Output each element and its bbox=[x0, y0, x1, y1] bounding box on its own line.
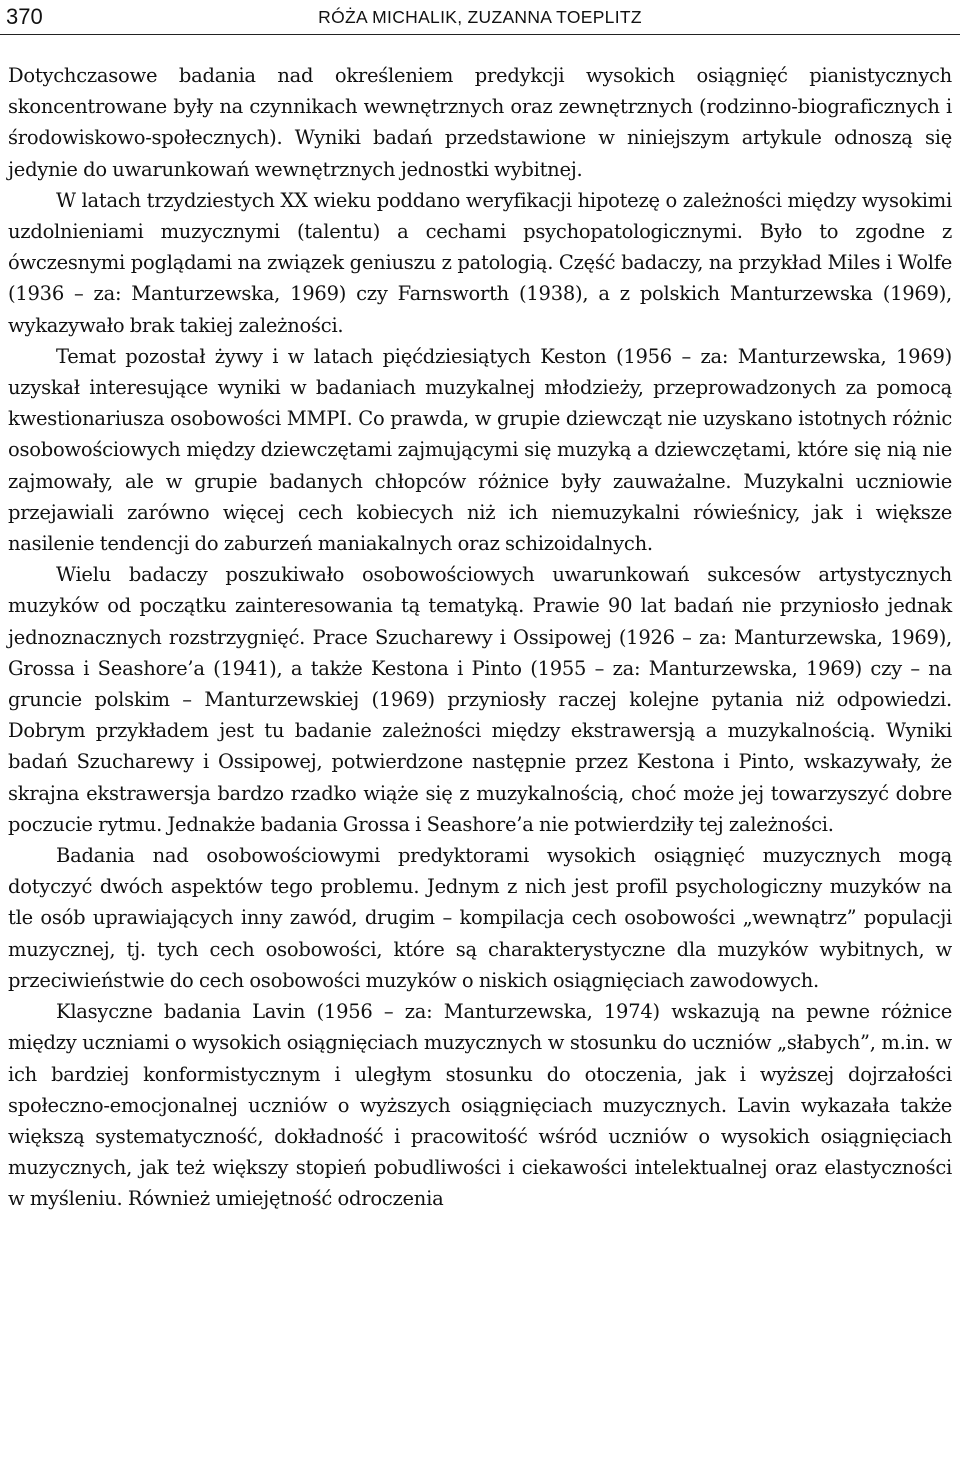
running-head: RÓŻA MICHALIK, ZUZANNA TOEPLITZ bbox=[318, 7, 642, 27]
paragraph: W latach trzydziestych XX wieku poddano weryfikacji hipotezę o zależności między wysokimi uzdolnieniami muzycznymi (talentu) a cechami psychopatologicznymi. Było to zgodne z ówczesnymi poglądami na związek geniuszu z patologią. Część badaczy, na przykład Miles i Wolfe (1936 – za: Manturzewska, 1969) czy Farnsworth (1938), a z polskich Manturzewska (1969), wykazywało brak takiej zależności. bbox=[8, 188, 952, 337]
page-header bbox=[0, 0, 960, 35]
paragraph: Wielu badaczy poszukiwało osobowościowych uwarunkowań sukcesów artystycznych muzyków od początku zainteresowania tą tematyką. Prawie 90 lat badań nie przyniosło jednak jednoznacznych rozstrzygnięć. Prace Szucharewy i Ossipowej (1926 – za: Manturzewska, 1969), Grossa i Seashore’a (1941), a także Kestona i Pinto (1955 – za: Manturzewska, 1969) czy – na gruncie polskim – Manturzewskiej (1969) przyniosły raczej kolejne pytania niż odpowiedzi. Dobrym przykładem jest tu badanie zależności między ekstrawersją a muzykalnością. Wyniki badań Szucharewy i Ossipowej, potwierdzone następnie przez Kestona i Pinto, wskazywały, że skrajna ekstrawersja bardzo rzadko wiąże się z muzykalnością, choć może jej towarzyszyć dobre poczucie rytmu. Jednakże badania Grossa i Seashore’a nie potwierdziły tej zależności. bbox=[8, 563, 952, 836]
paragraph: Dotychczasowe badania nad określeniem predykcji wysokich osiągnięć pianistycznych skoncentrowane były na czynnikach wewnętrznych oraz zewnętrznych (rodzinno-biograficznych i środowiskowo-społecznych). Wyniki badań przedstawione w niniejszym artykule odnoszą się jedynie do uwarunkowań wewnętrznych jednostki wybitnej. bbox=[8, 64, 952, 181]
paragraph: Klasyczne badania Lavin (1956 – za: Manturzewska, 1974) wskazują na pewne różnice między uczniami o wysokich osiągnięciach muzycznych w stosunku do uczniów „słabych”, m.in. w ich bardziej konformistycznym i uległym stosunku do otoczenia, jak i wyższej dojrzałości społeczno-emocjonalnej uczniów o wyższych osiągnięciach muzycznych. Lavin wykazała także większą systematyczność, dokładność i pracowitość wśród uczniów o wysokich osiągnięciach muzycznych, jak też większy stopień pobudliwości i ciekawości intelektualnej oraz elastyczności w myśleniu. Również umiejętność odroczenia bbox=[8, 1000, 952, 1211]
page-body bbox=[8, 60, 952, 1215]
paragraph: Badania nad osobowościowymi predyktorami wysokich osiągnięć muzycznych mogą dotyczyć dwóch aspektów tego problemu. Jednym z nich jest profil psychologiczny muzyków na tle osób uprawiających inny zawód, drugim – kompilacja cech osobowości „wewnątrz” populacji muzycznej, tj. tych cech osobowości, które są charakterystyczne dla muzyków wybitnych, w przeciwieństwie do cech osobowości muzyków o niskich osiągnięciach zawodowych. bbox=[8, 844, 952, 992]
page-number: 370 bbox=[6, 4, 43, 29]
paragraph: Temat pozostał żywy i w latach pięćdziesiątych Keston (1956 – za: Manturzewska, 1969) uzyskał interesujące wyniki w badaniach muzykalnej młodzieży, przeprowadzonych za pomocą kwestionariusza osobowości MMPI. Co prawda, w grupie dziewcząt nie uzyskano istotnych różnic osobowościowych między dziewczętami zajmującymi się muzyką a dziewczętami, które się nią nie zajmowały, ale w grupie badanych chłopców różnice były zauważalne. Muzykalni uczniowie przejawiali zarówno więcej cech kobiecych niż ich niemuzykalni rówieśnicy, jak i większe nasilenie tendencji do zaburzeń maniakalnych oraz schizoidalnych. bbox=[8, 344, 952, 556]
